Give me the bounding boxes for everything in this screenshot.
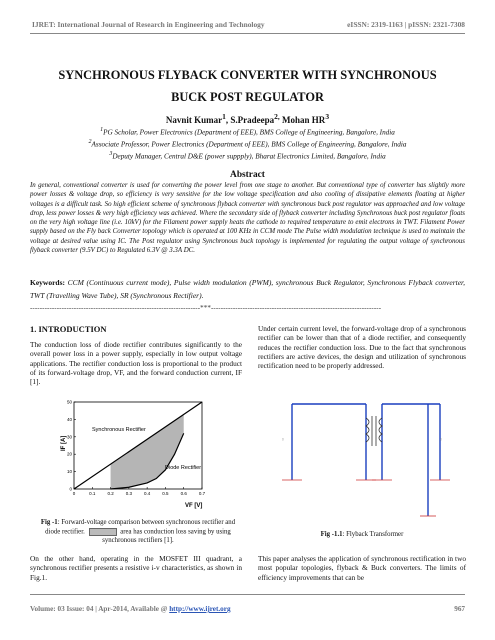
author-2: , S.Pradeepa xyxy=(225,115,275,125)
annotation-synchronous-rectifier: Synchronous Rectifier xyxy=(92,427,146,433)
footer-rule xyxy=(30,594,465,595)
abstract-heading: Abstract xyxy=(230,170,265,180)
fig-1-1-caption xyxy=(258,531,466,538)
section-heading: 1. INTRODUCTION xyxy=(30,324,107,334)
x-tick-label: 0.3 xyxy=(125,491,132,496)
aff-text: Associate Professor, Power Electronics (Department of EEE), BMS College of Engineering, Bangalore, India xyxy=(91,140,407,149)
title-line-2: BUCK POST REGULATOR xyxy=(171,90,324,104)
x-tick-label: 0.2 xyxy=(107,491,114,496)
right-paragraph-1: Under certain current level, the forward-voltage drop of a synchronous rectifier can be lower than that of a diode rectifier, and consequently reduces the rectifier conduction loss. Due to the fact that synchronous rectifiers are active devices, the design and utilization of synchronous rectification need to be properly addressed. xyxy=(258,324,466,371)
volume-info xyxy=(30,605,231,613)
author-1: Navnit Kumar xyxy=(165,115,223,125)
forward-voltage-chart xyxy=(60,397,210,509)
header-rule xyxy=(30,33,465,34)
fig-1-label: Fig -1 xyxy=(40,519,58,526)
y-tick-label: 0 xyxy=(69,486,72,492)
x-axis-label: VF [V] xyxy=(185,503,203,509)
author-1-sup: 1 xyxy=(222,112,226,121)
flyback-transformer-diagram xyxy=(270,398,470,518)
aff-text: Deputy Manager, Central D&E (power suppply), Bharat Electronics Limited, Bangalore, India xyxy=(112,152,386,161)
y-tick-label: 50 xyxy=(66,399,72,405)
keywords-text: CCM (Continuous current mode), Pulse width modulation (PWM), synchronous Buck Regulator, Synchronous Flyback converter, TWT (Travelling Wave Tube), SR (Synchronous Rectifier). xyxy=(30,278,465,300)
x-tick-label: 0.4 xyxy=(144,491,151,496)
fig-1-caption xyxy=(38,519,238,545)
author-3: Mohan HR xyxy=(279,115,326,125)
annotation-diode-rectifier: Diode Rectifier xyxy=(165,465,202,471)
y-axis-label: IF [A] xyxy=(61,435,67,451)
affiliation-2 xyxy=(30,138,465,150)
author-list xyxy=(30,112,465,125)
aff-sup: 1 xyxy=(100,127,104,133)
journal-name: IJRET: International Journal of Research in Engineering and Technology xyxy=(32,20,265,29)
keywords xyxy=(30,276,465,302)
affiliation-1 xyxy=(30,126,465,138)
affiliations xyxy=(30,126,465,162)
conduction-loss-saving-area xyxy=(111,414,184,489)
y-tick-label: 30 xyxy=(66,434,72,440)
aff-sup: 2 xyxy=(88,138,92,145)
chart-layer xyxy=(67,400,206,497)
running-header xyxy=(32,20,465,29)
x-tick-label: 0.6 xyxy=(180,491,187,496)
legend-swatch xyxy=(89,528,117,536)
x-tick-label: 0.1 xyxy=(89,491,96,496)
fig-1-caption-a: : Forward-voltage comparison between synchronous rectifier and diode rectifier. xyxy=(45,519,236,536)
fig-1-1-label: Fig -1.1 xyxy=(320,531,343,538)
paper-title xyxy=(30,64,465,108)
journal-url-link[interactable]: http://www.ijret.org xyxy=(169,605,231,613)
page-number: 967 xyxy=(454,605,465,613)
fig-1-caption-b: area has conduction loss saving by using synchronous rectifiers [1]. xyxy=(102,528,231,544)
x-tick-label: 0 xyxy=(72,491,76,496)
svg-text:▯: ▯ xyxy=(440,437,442,441)
x-tick-label: 0.7 xyxy=(198,491,206,496)
title-line-1: SYNCHRONOUS FLYBACK CONVERTER WITH SYNCHRONOUS xyxy=(58,68,437,82)
issn: eISSN: 2319-1163 | pISSN: 2321-7308 xyxy=(347,20,465,29)
aff-text: PG Scholar, Power Electronics (Department of EEE), BMS College of Engineering, Bangalore, India xyxy=(103,128,395,137)
aff-sup: 3 xyxy=(109,150,113,157)
running-footer xyxy=(30,605,465,613)
intro-paragraph-1: The conduction loss of diode rectifier contributes significantly to the overall power loss in a power supply, especially in low output voltage applications. The rectifier conduction loss is proportional to the product of its forward-voltage drop, VF, and the forward conduction current, IF [1]. xyxy=(30,340,242,387)
right-paragraph-2: This paper analyses the application of synchronous rectification in two most popular topologies, flyback & Buck converters. The limits of efficiency improvements that can be xyxy=(258,554,466,582)
abstract-text: In general, conventional converter is used for converting the power level from one stage to another. But conventional type of converter has slightly more power losses & voltage drop, so efficiency is very sensitive for the low voltage specification and also cooling of dissipative elements floating at higher voltages is a difficult task. So high efficient scheme of synchronous flyback converter with synchronous buck post regulator was approached and low voltage drop, less power losses & very high efficiency was achieved. Where the secondary side of flyback converter including Synchronous buck post regulator floats on the very high voltage line (i.e. 10kV) for the Filament power supply heats the cathode to required temperature to emit electrons in TWT. Filament Power supply based on the Fly back Converter topology which is operated at 100 KHz in CCM mode The Pulse width modulation technique is used to maintain the voltage at desired value using IC. The Post regulator using Synchronous buck topology is implemented for regulating the output voltage of synchronous flyback converter (9.5V DC) to Regulated 6.3V @ 3.3A DC. xyxy=(30,182,465,255)
separator: ----------------------------------------------------------------------***---------------------------------------------------------------------- xyxy=(30,304,382,312)
keywords-label: Keywords: xyxy=(30,278,65,287)
y-tick-label: 40 xyxy=(66,416,72,422)
fig-1-1-text: : Flyback Transformer xyxy=(342,531,404,538)
author-3-sup: 3 xyxy=(325,112,330,121)
author-2-sup: 2, xyxy=(274,112,280,121)
volume-text: Volume: 03 Issue: 04 | Apr-2014, Available @ xyxy=(30,605,170,613)
svg-text:▯: ▯ xyxy=(282,437,284,441)
x-tick-label: 0.5 xyxy=(162,491,169,496)
y-tick-label: 20 xyxy=(66,451,72,457)
affiliation-3 xyxy=(30,150,465,162)
y-tick-label: 10 xyxy=(66,469,72,475)
intro-paragraph-2: On the other hand, operating in the MOSFET III quadrant, a synchronous rectifier presents a resistive i-v characteristics, as shown in Fig.1. xyxy=(30,554,242,582)
